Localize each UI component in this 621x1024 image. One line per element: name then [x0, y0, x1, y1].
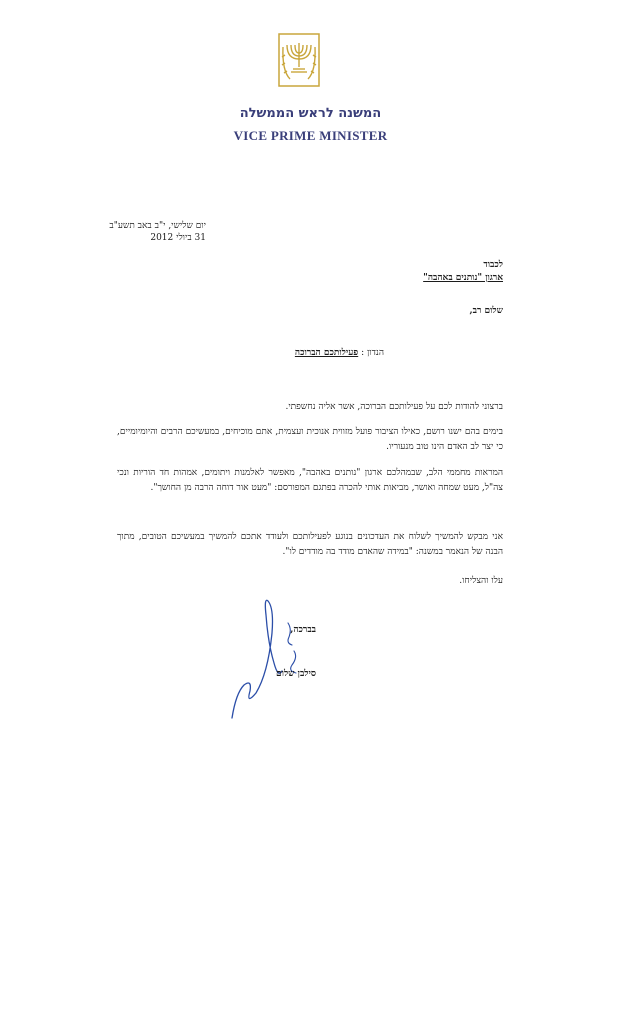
office-title-hebrew: המשנה לראש הממשלה: [239, 106, 382, 121]
subject-line: [295, 347, 384, 358]
sign-off: בברכה,: [290, 625, 316, 635]
date-gregorian: 31 ביולי 2012: [150, 233, 206, 243]
signature-mark: [222, 593, 306, 723]
body-paragraph-1: ברצוני להודות לכם על פעילותכם הברוכה, אשר אליה נחשפתי.: [285, 402, 503, 412]
signer-name: סילבן שלום: [276, 669, 316, 679]
closing-line: עלו והצליחו.: [459, 576, 503, 586]
subject-value: פעילותכם הברוכה: [294, 348, 359, 358]
subject-label: הנדון :: [361, 348, 384, 358]
body-paragraph-4: אני מבקש להמשיך לשלוח את העדכונים בנוגע לפעילותכם ולעודד אתכם להמשיך במעשיכם הטובים, מתוך הבנה של הנאמר במשנה: "במידה שהאדם מודד בה מודדים לו".: [117, 532, 503, 557]
greeting: שלום רב,: [469, 306, 503, 316]
recipient-label: לכבוד: [483, 260, 503, 270]
recipient-organization: ארגון "נותנים באהבה": [423, 273, 503, 283]
body-paragraph-2: בימים בהם ישנו רושם, כאילו הציבור פועל מזווית אנוכית ועצמית, אתם מוכיחים, במעשיכם הרבים והיומיומיים, כי יצר לב האדם הינו טוב מנעוריו.: [117, 427, 503, 452]
body-paragraph-3: המראות מחממי הלב, שבמהלכם ארגון "נותנים באהבה", מאפשר לאלמנות ויתומים, אמהות חד הוריות ונכי צה"ל, מעט שמחה ואושר, מביאות אותי להכרה בפתגם המפורסם: "מעט אור דוחה הרבה מן החושך".: [117, 468, 503, 493]
date-hebrew: יום שלישי, י"ב באב תשע"ב: [109, 221, 206, 231]
office-title-english: VICE PRIME MINISTER: [233, 128, 388, 143]
menorah-emblem-icon: [278, 33, 320, 87]
